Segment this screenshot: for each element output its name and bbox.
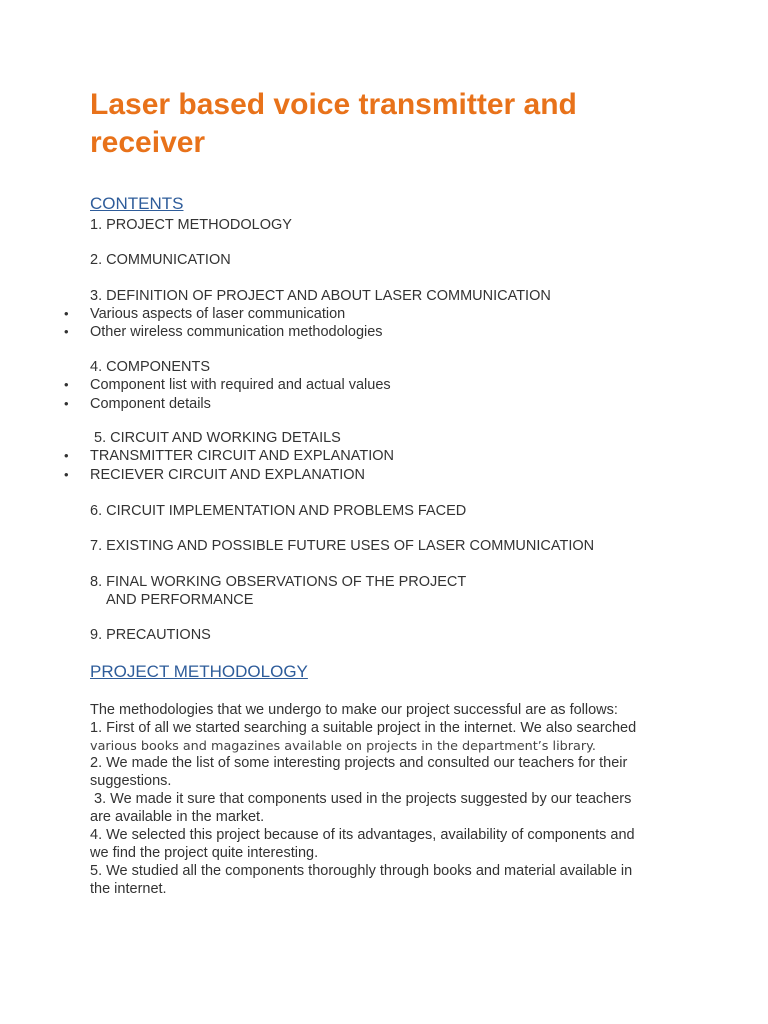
methodology-line: The methodologies that we undergo to make our project successful are as follows: <box>90 702 618 718</box>
bullet-marker: • <box>64 396 69 411</box>
contents-bullet <box>64 395 211 413</box>
methodology-heading: PROJECT METHODOLOGY <box>90 662 308 681</box>
contents-item-1: 1. PROJECT METHODOLOGY <box>90 217 292 233</box>
methodology-line: 3. We made it sure that components used in the projects suggested by our teachers <box>90 791 632 807</box>
bullet-text: Component list with required and actual values <box>90 377 391 393</box>
bullet-marker: • <box>64 324 69 339</box>
contents-item-4: 4. COMPONENTS <box>90 359 211 375</box>
contents-bullet <box>64 323 383 341</box>
methodology-line: are available in the market. <box>90 809 265 825</box>
contents-heading: CONTENTS <box>90 194 184 213</box>
contents-item-5: 5. CIRCUIT AND WORKING DETAILS <box>90 430 341 446</box>
contents-item-8-continued: AND PERFORMANCE <box>106 592 254 608</box>
methodology-line: the internet. <box>90 881 167 897</box>
contents-item-9: 9. PRECAUTIONS <box>90 627 211 643</box>
contents-item-7: 7. EXISTING AND POSSIBLE FUTURE USES OF LASER COMMUNICATION <box>90 538 595 554</box>
methodology-line: 2. We made the list of some interesting projects and consulted our teachers for their <box>90 755 628 771</box>
bullet-text: TRANSMITTER CIRCUIT AND EXPLANATION <box>90 448 394 464</box>
contents-bullet <box>64 305 346 323</box>
bullet-marker: • <box>64 467 69 482</box>
methodology-line: 1. First of all we started searching a suitable project in the internet. We also searched <box>90 720 637 736</box>
contents-bullet <box>64 447 394 465</box>
contents-item-2: 2. COMMUNICATION <box>90 252 231 268</box>
bullet-text: RECIEVER CIRCUIT AND EXPLANATION <box>90 467 366 483</box>
contents-item-8: 8. FINAL WORKING OBSERVATIONS OF THE PROJECT <box>90 574 467 590</box>
contents-bullet <box>64 466 366 484</box>
contents-item-3: 3. DEFINITION OF PROJECT AND ABOUT LASER COMMUNICATION <box>90 288 551 304</box>
methodology-line: various books and magazines available on projects in the department’s library. <box>90 739 596 754</box>
bullet-marker: • <box>64 377 69 392</box>
bullet-text: Component details <box>90 396 211 412</box>
methodology-line: 4. We selected this project because of its advantages, availability of components and <box>90 827 635 843</box>
methodology-line: 5. We studied all the components thoroughly through books and material available in <box>90 863 633 879</box>
document-title: Laser based voice transmitter and receiver <box>90 88 577 159</box>
methodology-line: we find the project quite interesting. <box>90 845 319 861</box>
methodology-line: suggestions. <box>90 773 172 789</box>
bullet-marker: • <box>64 448 69 463</box>
bullet-text: Various aspects of laser communication <box>90 306 346 322</box>
bullet-text: Other wireless communication methodologies <box>90 324 383 340</box>
contents-bullet <box>64 376 391 394</box>
bullet-marker: • <box>64 306 69 321</box>
contents-item-6: 6. CIRCUIT IMPLEMENTATION AND PROBLEMS FACED <box>90 503 467 519</box>
